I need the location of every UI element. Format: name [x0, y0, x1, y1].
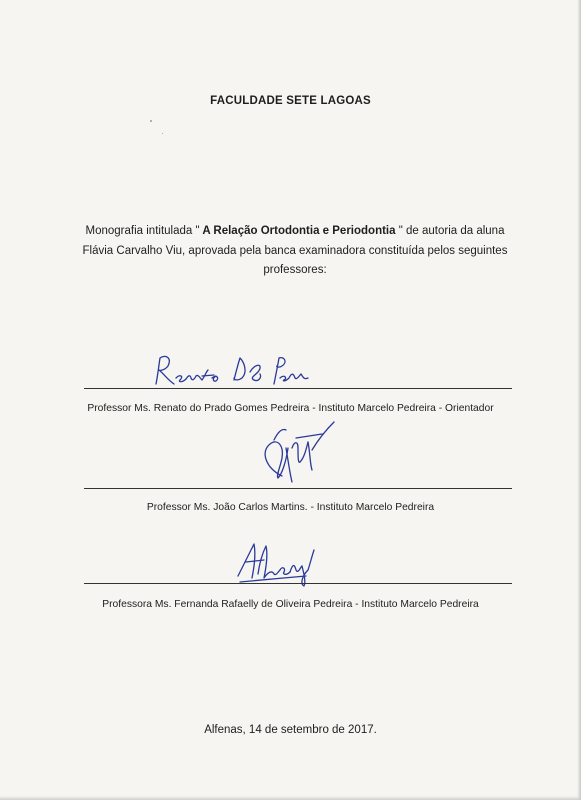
signature-renato-handwritten: [150, 350, 310, 390]
signature-joao-handwritten: [252, 418, 342, 488]
examiner-caption: Professor Ms. João Carlos Martins. - Instituto Marcelo Pedreira: [146, 502, 435, 513]
examiner-caption: Professor Ms. Renato do Prado Gomes Pedreira - Instituto Marcelo Pedreira - Orientador: [87, 403, 494, 414]
scan-speck: [162, 133, 163, 134]
statement-text-end: " de autoria da aluna Flávia Carvalho Viu, aprovada pela banca examinadora constituída pelos seguintes professores:: [82, 225, 508, 276]
place-and-date: Alfenas, 14 de setembro de 2017.: [204, 724, 377, 736]
signature-line: [84, 388, 512, 389]
institution-title: FACULDADE SETE LAGOAS: [210, 95, 371, 107]
examiner-caption: Professora Ms. Fernanda Rafaelly de Oliveira Pedreira - Instituto Marcelo Pedreira: [102, 599, 479, 610]
scan-edge-bottom: [0, 796, 581, 800]
scan-edge-right: [577, 0, 581, 800]
scan-speck: [150, 120, 152, 122]
statement-text-start: Monografia intitulada ": [85, 225, 200, 237]
monograph-title: A Relação Ortodontia e Periodontia: [199, 225, 399, 237]
approval-statement: [80, 222, 510, 281]
signature-line: [84, 583, 512, 584]
signature-line: [84, 488, 512, 489]
signature-fernanda-handwritten: [234, 540, 320, 588]
